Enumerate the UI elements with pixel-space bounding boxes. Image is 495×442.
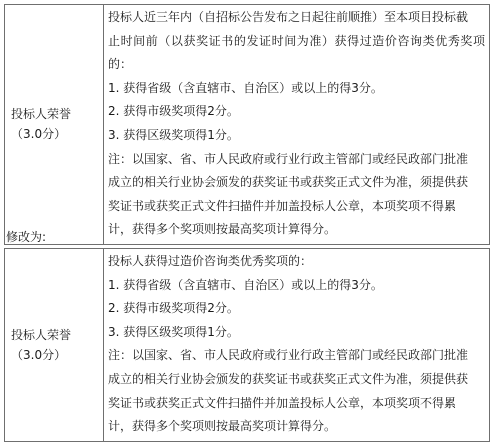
criteria-line: 投标人近三年内（自招标公告发布之日起往前顺推）至本项目投标截 [108,10,469,24]
criteria-line: 止时间前（以获奖证书的发证时间为准）获得过造价咨询类优秀奖项的： [108,33,485,72]
criteria-line: 成立的相关行业协会颁发的获奖证书或获奖正式文件为准，须提供获 [108,175,469,190]
criteria-score: （3.0分） [11,347,67,362]
original-criteria-table [4,4,490,245]
criteria-label-cell [5,249,104,442]
revised-criteria-table [4,248,490,442]
criteria-line: 1. 获得省级（含直辖市、自治区）或以上的得3分。 [108,277,383,292]
criteria-line: 奖证书或获奖正式文件扫描件并加盖投标人公章，本项奖项不得累 [108,198,457,213]
criteria-line: 2. 获得市级奖项得2分。 [108,301,239,316]
criteria-score: （3.0分） [11,127,67,142]
criteria-line: 计，获得多个奖项则按最高奖项计算得分。 [108,419,337,434]
criteria-line: 2. 获得市级奖项得2分。 [108,104,239,119]
criteria-line: 计，获得多个奖项则按最高奖项计算得分。 [108,222,337,237]
criteria-line: 成立的相关行业协会颁发的获奖证书或获奖正式文件为准，须提供获 [108,371,469,386]
criteria-line: 注：以国家、省、市人民政府或行业行政主管部门或经民政部门批准 [108,348,469,363]
criteria-line: 投标人获得过造价咨询类优秀奖项的： [108,254,313,268]
criteria-line: 1. 获得省级（含直辖市、自治区）或以上的得3分。 [108,80,383,95]
criteria-content-cell [104,5,490,245]
table-row [5,249,490,442]
criteria-line: 注：以国家、省、市人民政府或行业行政主管部门或经民政部门批准 [108,151,469,166]
revision-heading: 修改为: [6,230,47,244]
criteria-content-cell [104,249,490,442]
criteria-label-cell [5,5,104,245]
criteria-title: 投标人荣誉 [11,327,72,342]
criteria-line: 3. 获得区级奖项得1分。 [108,324,239,339]
criteria-line: 3. 获得区级奖项得1分。 [108,127,239,142]
criteria-title: 投标人荣誉 [11,107,72,122]
table-row [5,5,490,245]
criteria-line: 奖证书或获奖正式文件扫描件并加盖投标人公章，本项奖项不得累 [108,395,457,410]
